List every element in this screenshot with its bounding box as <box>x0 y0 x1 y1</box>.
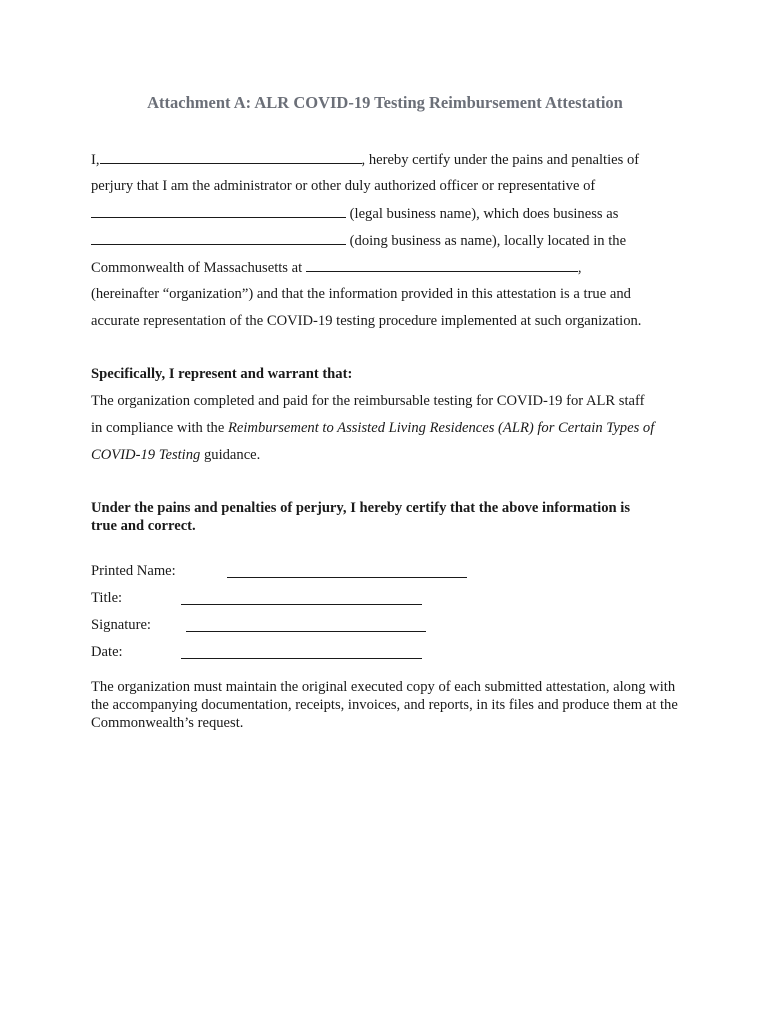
signature-line[interactable] <box>186 631 426 632</box>
guidance-title-part-2: COVID-19 Testing <box>91 447 201 463</box>
cert-line-7: accurate representation of the COVID-19 testing procedure implemented at such organization. <box>91 313 642 329</box>
certify-line-1: Under the pains and penalties of perjury, I hereby certify that the above information is <box>91 500 631 516</box>
represent-line-2-text: in compliance with the <box>91 420 228 436</box>
officer-name-blank[interactable] <box>100 150 362 164</box>
cert-line-6: (hereinafter “organization”) and that the information provided in this attestation is a true and <box>91 286 631 302</box>
cert-line-3-text: (legal business name), which does business as <box>349 206 619 222</box>
certify-line-2: true and correct. <box>91 518 196 534</box>
represent-line-2 <box>91 419 654 437</box>
represent-line-1: The organization completed and paid for the reimbursable testing for COVID-19 for ALR staff <box>91 393 645 409</box>
represent-line-3-text: guidance. <box>200 447 261 463</box>
signature-label: Signature: <box>91 617 151 633</box>
date-label: Date: <box>91 644 123 660</box>
cert-line-1-text: , hereby certify under the pains and penalties of <box>361 152 640 168</box>
printed-name-label: Printed Name: <box>91 563 176 579</box>
title-label: Title: <box>91 590 123 606</box>
printed-name-line[interactable] <box>227 577 467 578</box>
date-line[interactable] <box>181 658 422 659</box>
retention-notice: The organization must maintain the original executed copy of each submitted attestation, along with the accompanying documentation, receipts, invoices, and reports, in its files and produce them at the Commonwealth’s request. <box>91 679 678 731</box>
cert-line-3 <box>91 204 618 223</box>
cert-line-2: perjury that I am the administrator or other duly authorized officer or representative of <box>91 178 596 194</box>
legal-business-name-blank[interactable] <box>91 204 346 218</box>
title-line[interactable] <box>181 604 422 605</box>
represent-line-3 <box>91 446 260 464</box>
cert-line-4 <box>91 231 626 250</box>
guidance-title-part-1: Reimbursement to Assisted Living Residences (ALR) for Certain Types of <box>227 420 655 436</box>
represent-heading: Specifically, I represent and warrant that: <box>91 366 353 382</box>
cert-line-5-text: Commonwealth of Massachusetts at <box>91 260 303 276</box>
cert-line-5-comma: , <box>577 260 582 276</box>
cert-line-4-text: (doing business as name), locally located in the <box>349 233 627 249</box>
cert-line-1 <box>91 150 639 169</box>
document-title: Attachment A: ALR COVID-19 Testing Reimbursement Attestation <box>147 93 623 112</box>
location-blank[interactable] <box>306 258 578 272</box>
cert-line-5 <box>91 258 581 277</box>
cert-i-prefix: I, <box>91 152 100 168</box>
dba-name-blank[interactable] <box>91 231 346 245</box>
